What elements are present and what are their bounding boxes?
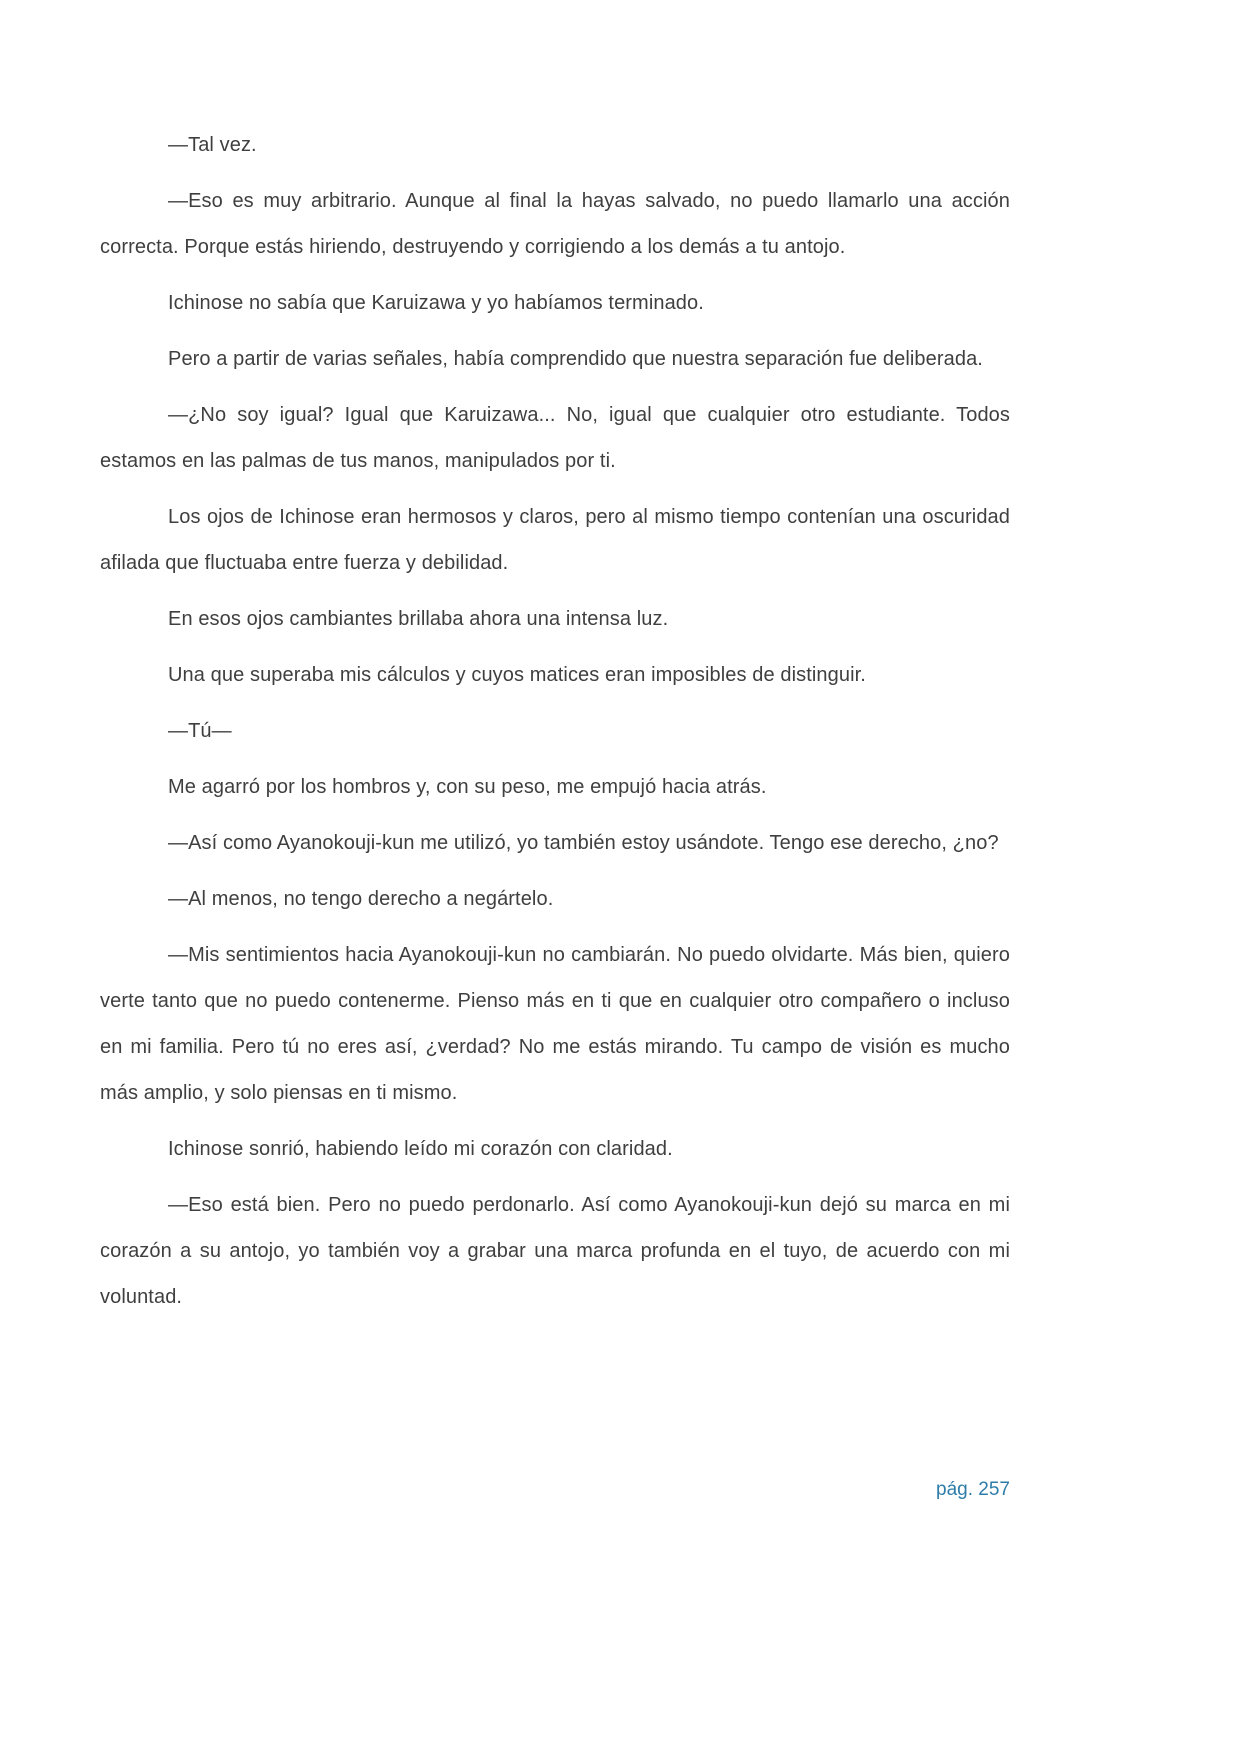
paragraph: Una que superaba mis cálculos y cuyos matices eran imposibles de distinguir. <box>168 664 866 686</box>
paragraph: —Mis sentimientos hacia Ayanokouji-kun no cambiarán. No puedo olvidarte. Más bien, quiero verte tanto que no puedo contenerme. Pienso más en ti que en cualquier otro compañero o incluso en mi familia. Pero tú no eres así, ¿verdad? No me estás mirando. Tu campo de visión es mucho más amplio, y solo piensas en ti mismo. <box>100 944 1010 1104</box>
paragraph: Ichinose sonrió, habiendo leído mi corazón con claridad. <box>168 1138 673 1160</box>
page-footer <box>100 1478 1010 1502</box>
paragraph: —Tal vez. <box>168 134 257 156</box>
paragraph: —Así como Ayanokouji-kun me utilizó, yo también estoy usándote. Tengo ese derecho, ¿no? <box>168 832 999 854</box>
paragraph: —Eso está bien. Pero no puedo perdonarlo. Así como Ayanokouji-kun dejó su marca en mi corazón a su antojo, yo también voy a grabar una marca profunda en el tuyo, de acuerdo con mi voluntad. <box>100 1194 1010 1308</box>
paragraph: Pero a partir de varias señales, había comprendido que nuestra separación fue deliberada. <box>168 348 983 370</box>
text-block <box>100 122 1010 1330</box>
paragraph: —Eso es muy arbitrario. Aunque al final la hayas salvado, no puedo llamarlo una acción correcta. Porque estás hiriendo, destruyendo y corrigiendo a los demás a tu antojo. <box>100 190 1010 258</box>
page-number: pág. 257 <box>936 1479 1010 1500</box>
paragraph: —¿No soy igual? Igual que Karuizawa... No, igual que cualquier otro estudiante. Todos estamos en las palmas de tus manos, manipulados por ti. <box>100 404 1010 472</box>
paragraph: —Tú— <box>168 720 232 742</box>
paragraph: Me agarró por los hombros y, con su peso, me empujó hacia atrás. <box>168 776 767 798</box>
paragraph: Los ojos de Ichinose eran hermosos y claros, pero al mismo tiempo contenían una oscuridad afilada que fluctuaba entre fuerza y debilidad. <box>100 506 1010 574</box>
paragraph: —Al menos, no tengo derecho a negártelo. <box>168 888 554 910</box>
paragraph: En esos ojos cambiantes brillaba ahora una intensa luz. <box>168 608 669 630</box>
paragraph: Ichinose no sabía que Karuizawa y yo habíamos terminado. <box>168 292 704 314</box>
